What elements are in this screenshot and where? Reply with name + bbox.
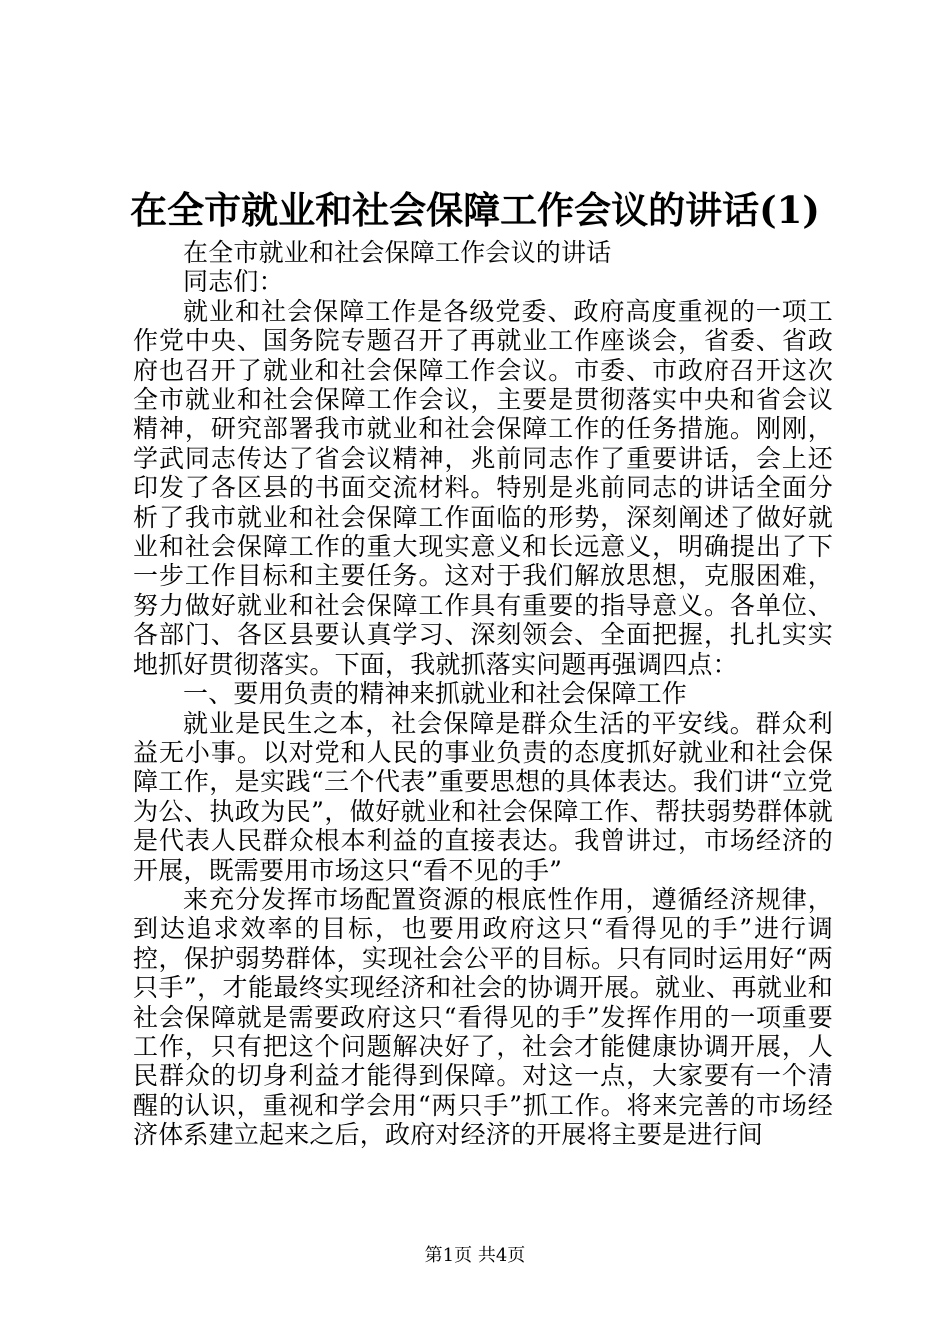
document-title: 在全市就业和社会保障工作会议的讲话(1)	[130, 188, 820, 232]
section-heading: 一、要用负责的精神来抓就业和社会保障工作	[183, 679, 688, 709]
body-paragraph: 来充分发挥市场配置资源的根底性作用，遵循经济规律，到达追求效率的目标，也要用政府这只“看得见的手”进行调控，保护弱势群体，实现社会公平的目标。只有同时运用好“两只手”，才能最终实现经济和社会的协调开展。就业、再就业和社会保障就是需要政府这只“看得见的手”发挥作用的一项重要工作，只有把这个问题解决好了，社会才能健康协调开展，人民群众的切身利益才能得到保障。对这一点，大家要有一个清醒的认识，重视和学会用“两只手”抓工作。将来完善的市场经济体系建立起来之后，政府对经济的开展将主要是进行间	[133, 884, 833, 1150]
document-body	[133, 238, 833, 1150]
salutation-paragraph: 同志们：	[183, 267, 284, 297]
body-paragraph: 就业和社会保障工作是各级党委、政府高度重视的一项工作党中央、国务院专题召开了再就业工作座谈会，省委、省政府也召开了就业和社会保障工作会议。市委、市政府召开这次全市就业和社会保障工作会议，主要是贯彻落实中央和省会议精神，研究部署我市就业和社会保障工作的任务措施。刚刚，学武同志传达了省会议精神，兆前同志作了重要讲话，会上还印发了各区县的书面交流材料。特别是兆前同志的讲话全面分析了我市就业和社会保障工作面临的形势，深刻阐述了做好就业和社会保障工作的重大现实意义和长远意义，明确提出了下一步工作目标和主要任务。这对于我们解放思想，克服困难，努力做好就业和社会保障工作具有重要的指导意义。各单位、各部门、各区县要认真学习、深刻领会、全面把握，扎扎实实地抓好贯彻落实。下面，我就抓落实问题再强调四点：	[133, 296, 833, 679]
page-number: 第1页 共4页	[424, 1245, 526, 1266]
subtitle-paragraph: 在全市就业和社会保障工作会议的讲话	[183, 238, 612, 267]
body-paragraph: 就业是民生之本，社会保障是群众生活的平安线。群众利益无小事。以对党和人民的事业负责的态度抓好就业和社会保障工作，是实践“三个代表”重要思想的具体表达。我们讲“立党为公、执政为民”，做好就业和社会保障工作、帮扶弱势群体就是代表人民群众根本利益的直接表达。我曾讲过，市场经济的开展，既需要用市场这只“看不见的手”	[133, 708, 833, 885]
